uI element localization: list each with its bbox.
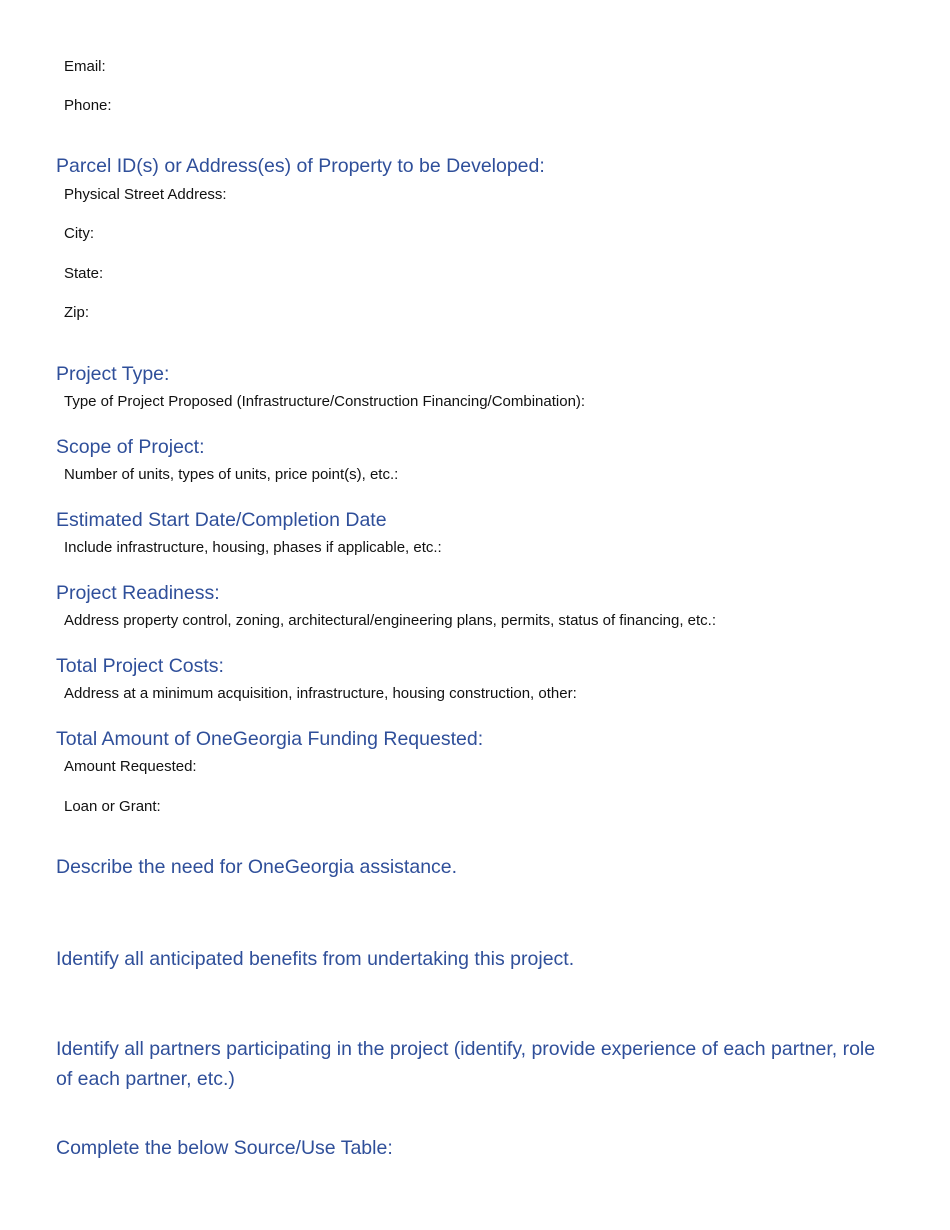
readiness-heading: Project Readiness: — [56, 582, 220, 604]
city-label: City: — [64, 225, 94, 242]
scope-heading: Scope of Project: — [56, 436, 205, 458]
funding-heading: Total Amount of OneGeorgia Funding Requested: — [56, 728, 484, 750]
phone-label: Phone: — [64, 97, 112, 114]
street-address-label: Physical Street Address: — [64, 186, 227, 203]
project-type-prompt: Type of Project Proposed (Infrastructure/Construction Financing/Combination): — [64, 393, 586, 410]
costs-prompt: Address at a minimum acquisition, infrastructure, housing construction, other: — [64, 685, 577, 702]
scope-prompt: Number of units, types of units, price point(s), etc.: — [64, 466, 399, 483]
benefits-heading: Identify all anticipated benefits from undertaking this project. — [56, 948, 575, 970]
source-use-heading: Complete the below Source/Use Table: — [56, 1137, 393, 1159]
state-label: State: — [64, 265, 104, 282]
dates-prompt: Include infrastructure, housing, phases if applicable, etc.: — [64, 539, 442, 556]
costs-heading: Total Project Costs: — [56, 655, 224, 677]
loan-or-grant-label: Loan or Grant: — [64, 798, 161, 815]
partners-heading: Identify all partners participating in the project (identify, provide experience of each partner, role of each partner, etc.) — [56, 1038, 876, 1090]
email-label: Email: — [64, 58, 106, 75]
need-heading: Describe the need for OneGeorgia assistance. — [56, 856, 458, 878]
readiness-prompt: Address property control, zoning, architectural/engineering plans, permits, status of financing, etc.: — [64, 612, 717, 629]
dates-heading: Estimated Start Date/Completion Date — [56, 509, 387, 531]
parcel-heading: Parcel ID(s) or Address(es) of Property to be Developed: — [56, 155, 545, 177]
project-type-heading: Project Type: — [56, 363, 170, 385]
zip-label: Zip: — [64, 304, 90, 321]
amount-requested-label: Amount Requested: — [64, 758, 197, 775]
